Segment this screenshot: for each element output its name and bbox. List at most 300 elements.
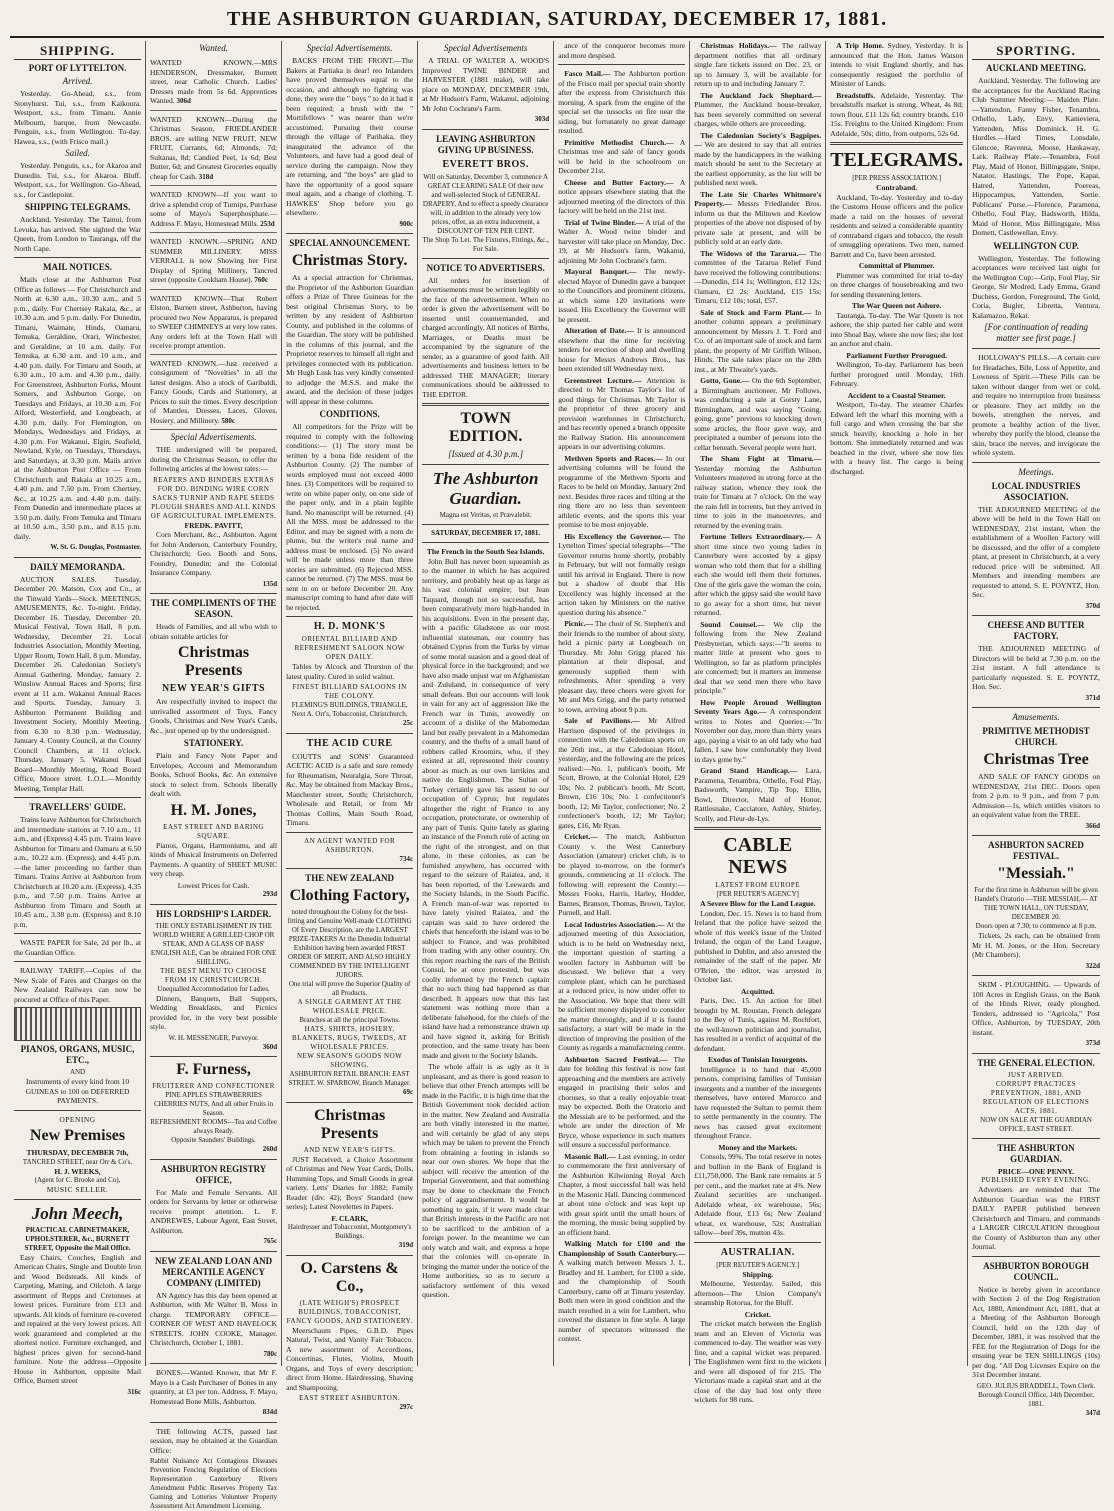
compliments-heading: THE COMPLIMENTS OF THE SEASON.: [150, 598, 277, 619]
news-paragraph: [558, 454, 685, 530]
special-ads-heading-3: Special Advertisements.: [306, 43, 393, 53]
news-paragraph-text: The Ashburton portion of the Frisco mail per special train shortly after the express from Christchurch this morning. A spark from the engine of the special set the tussocks on fire near the siding, but fortunately no great damage resulted.: [558, 69, 686, 135]
news-paragraph-lead: Picnic.—: [564, 619, 594, 628]
issued-time: [Issued at 4.30 p.m.]: [448, 449, 524, 459]
news-paragraph: [830, 91, 963, 139]
borough-ref: 347d: [1085, 1408, 1100, 1417]
news-paragraph-text: We clip the following from the New Zealand Presbyterian, which says:—"It seems to matter little at present who goes to Wellington, so far as platform principles are concerned; but it matters an immense deal that we send men there who have principle.": [694, 619, 822, 695]
pmc-heading: PRIMITIVE METHODIST CHURCH.: [982, 726, 1090, 747]
parliament-heading: Parliament Further Prorogued.: [846, 350, 947, 360]
stationery-text: Plain and Fancy Note Paper and Envelopes, Account and Memorandum Books, School Books, &c. An extensive stock to select from. Schools liberally dealt with.: [150, 751, 278, 798]
news-paragraph-lead: Grand Stand Handicap.—: [700, 766, 798, 775]
news-paragraph: [558, 178, 685, 216]
clark-ref: 319d: [398, 1241, 414, 1249]
australian-agency: [PER REUTER'S AGENCY.]: [716, 1260, 800, 1269]
clothing-price: One trial will prove the Superior Quality of all Products.: [288, 980, 411, 997]
money-heading: Money and the Markets.: [718, 1142, 798, 1152]
plummer-heading: Committal of Plummer.: [858, 261, 935, 270]
meech-text: Easy Chairs, Couches, English and American Chairs, Single and Double Iron and Wood Bedsteads. All kinds of Carpeting, Matting, and Oilcloth. A large assortment of Repps and Cretonnes at lowest prices. Furniture from £13 and upwards. All kinds of furniture re-covered and repaired at the very lowest prices. All work guaranteed and completed at the shortest notice. Furniture exchanged, and highest prices given for second-hand furniture. Note the address—Opposite House in Ashburton, opposite Mail Office, Burnett street: [14, 1252, 142, 1385]
carstens-ref: 297c: [399, 1403, 414, 1411]
meech-trade: PRACTICAL CABINETMAKER, UPHOLSTERER, &c., BURNETT STREET, Opposite the Mail Office.: [24, 1225, 131, 1252]
shipping-telegrams-heading: SHIPPING TELEGRAMS.: [24, 202, 131, 212]
news-paragraph-text: In our advertising columns will be found the programme of the Methven Sports and Races to be held on Monday, January 2nd next. Besides three races and tilting at the ring there are no less than seventeen athletic events, and the sports this year promise to be most enjoyable.: [558, 453, 686, 529]
town-edition: TOWN EDITION.: [448, 410, 523, 445]
larder-dinners: Dinners, Banquets, Ball Suppers, Wedding Breakfasts, and Picnics provided for, in the very best possible style.: [150, 993, 278, 1031]
acquitted-text: Paris, Dec. 15. An action for libel brought by M. Roustan, French delegate to the Bey of Tunis, against M. Rochfort, the well-known politician and journalist, has resulted in a verdict of acquittal of the defendant.: [694, 996, 822, 1053]
news-paragraph: [694, 532, 821, 618]
new-years-gifts: NEW YEAR'S GIFTS: [162, 683, 266, 694]
wanted-ad-3: WANTED KNOWN—If you want to drive a splendid crop of Turnips, Purchase some of Mayo's Superphosphate.—Address F. Mayo, Homestead Mills. 253d: [150, 188, 277, 233]
leader-text-2: The whole affair is as ugly as it is unpleasant, and as there is good reason to believe that other French attempts will be made in the Pacific, it is high time that the British Government took decided action in the matter. New Zealand and Australia are both vitally interested in the matter, and will certainly be glad of any steps which may be taken to prevent the French from obtaining a footing in islands so near our own shores. We hope that the subject will receive the attention of the Imperial Government, and that something may be done to checkmate the French policy of aggrandisement. It would be something to gain, if it were made clear that British interests in the Pacific are not to be sacrificed to the ambition of a foreign power. In the meantime we can only watch and wait, and express a hope that the colonies will co-operate in bringing the matter under the notice of the Home authorities, so as to secure a satisfactory settlement of this vexed question.: [422, 1062, 550, 1299]
news-paragraph: [694, 698, 821, 765]
news-paragraph-lead: Greenstreet Lecture.—: [564, 375, 642, 385]
christmas-presents-title-2: Christmas Presents: [314, 1106, 386, 1142]
new-premises-title: New Premises: [29, 1127, 126, 1144]
election-sub: JUST ARRIVED.: [1007, 1070, 1065, 1079]
news-paragraph: [694, 190, 821, 247]
news-paragraph-text: Lara, Paramena, Tenambra, Othello, Foul Play, Badsworth, Vampire, Tip Top, Ellin, Bowl, Director, Maid of Honor, Rattlesnake, Cacciatore, Ashley, Shirley, Scolly, and Fleur-de-Lys.: [694, 766, 822, 823]
news-paragraph-text: A walking match between Messrs J. L. Bradley and H. Lambert, for £100 a side, and the championship of South Canterbury, came off at Timaru yesterday. Both men were in good condition and the match resulted in a win for Lambert, who covered the distance in fine style. A large number of spectators witnessed the contest.: [558, 1258, 686, 1343]
news-paragraph-lead: Sale of Pavilions.—: [564, 716, 640, 725]
parliament-text: Wellington, To-day. Parliament has been further prorogued until Monday, 16th February.: [830, 360, 964, 388]
pavitt-ref: 135d: [262, 579, 278, 588]
nz-loan-heading: NEW ZEALAND LOAN AND MERCANTILE AGENCY COMPANY (LIMITED): [155, 1255, 273, 1288]
news-paragraph-lead: The Late Sir Charles Whitmore's Property.—: [694, 189, 822, 208]
news-paragraph-text: The committee of the Tararua Relief Fund have received the following contributions:—Dunedin, £14 1s; Wellington, £12 12s; Oamaru, £2 2s; Auckland, £15 15s; Timaru, £12 10s; total, £57.: [694, 248, 822, 305]
trial-notice: A TRIAL OF WALTER A. WOOD'S Improved TWINE BINDER and HARVESTER (1881 make), will take place on MONDAY, DECEMBER 19th, at Mr Hudson's Farm, Wakanui, adjoining Mr John Cochrane's Farm.: [422, 56, 550, 113]
branches: Branches at all the principal Towns.: [299, 1016, 400, 1024]
news-paragraph-lead: Cricket.—: [564, 832, 598, 841]
paper-title: The Ashburton Guardian.: [432, 469, 539, 508]
auckland-meeting-text: Auckland, Yesterday. The following are the acceptances for the Auckland Racing Club Summer Meeting:— Maiden Plate.—Yattendon, Fanny Fisher, Tenambra, Othello, Lady, Envy, Kanieviera, Yattenden, Miss Dominick. H. G. Hurdles.—Hard Times, Lonsdale, Glencoe, Ravenna, Moose, Hankaway, Lark. Railway Plate.—Tenambra, Foul Play, Maid of Honor, Billingsgate, Snipe, Natator, Hastings, The Pope, Kapai, Hatred, Yattenden, Poereas, Hippocampus, Yattenden, Sortie. Publicans' Purse.—Florence, Paramena, Othello, Foul Play, Badsworth, Hilda, Maid of Honor, Miss Billingsgate, Miss Domett, Castlewellan, Envy.: [972, 76, 1100, 237]
news-paragraph: [694, 41, 821, 89]
piano-illustration: [14, 1007, 141, 1041]
special-ads-heading-4: Special Advertisements: [443, 43, 528, 53]
daily-memoranda-text: AUCTION SALES. Tuesday, December 20. Matson, Cox and Co., at the Tinwald Yards—Stock. MEETINGS, AMUSEMENTS, &c. To-night. Friday, December 16. Tuesday, December 20. Musical Festival, Town Hall, 8 p.m. Wednesday, December 21. Local Industries Association, Monthly Meeting, Upper Room, Town Hall, 8 p.m. Monday, December 26. Caledonian Society's Annual Gathering. Monday, January 2. Winslow Annual Races and Sports; first event at 11 a.m. Wakanui Annual Races and Sports. Tuesday, January 3. Ashburton Permanent Building and Investment Society, Monthly Meeting, from 6.30 to 8.30 p.m. Wednesday, January 4. County Council, at the County Council Chambers, at 11 o'clock. Thursday, January 5. Wakanui Road Board—Monthly Meeting, Road Board Office, Moore street. L.O.L.—Monthly Meeting, Templar Hall.: [14, 574, 142, 793]
wanted-ad-6: WANTED KNOWN.—Just received a consignment of "Novelties" in all the latest designs. Also a stock of Garibaldi, Fancy Goods, Cards and Stationery, at Prices to suit the times. Every description of Mantles, Dresses, Laces, Gloves, Hosiery, and Millinery. 580c: [150, 357, 277, 431]
arrived-text: Yesterday. Go-Ahead, s.s., from Stonyhurst. Tui, s.s., from Kaikoura. Westport, s.s., from Timaru. Annie Melbourn, barque, from Newcastle. Penguin, s.s., from Wellington. To-day. Hawea, s.s., (with Frisco mail.): [14, 89, 142, 146]
furness-name: F. Furness,: [176, 1061, 251, 1078]
conditions-heading: CONDITIONS.: [319, 409, 380, 419]
news-paragraph-lead: Methven Sports and Races.—: [564, 453, 663, 463]
news-paragraph-text: Last evening, in order to commemorate the first anniversary of the Ashburton Kilwinning Royal Arch Chapter, a most successful ball was held in the Masonic Hall. Dancing commenced at about nine o'clock and was kept up with great spirit until the small hours of the morning, the music being supplied by an efficient band.: [558, 1151, 686, 1237]
warqueen-text: Tauranga, To-day. The War Queen is not ashore; the ship parted her cable and went into Shoal Bay, where she now lies; she lost an anchor and chain.: [830, 310, 964, 348]
christmas-tree-title: Christmas Tree: [983, 751, 1089, 768]
news-paragraph: [694, 308, 821, 375]
notice-advertisers-text: All orders for insertion of advertisements must be written legibly on the face of the advertisement. When no order is given the advertisement will be inserted until countermanded, and charged accordingly. All notices of Births, Marriages, or Deaths must be accompanied by the signature of the sender, as a guarantee of good faith. All advertisements and business letters to be addressed THE MANAGER; literary communications should be addressed to THE EDITOR.: [422, 275, 550, 399]
news-paragraph: [558, 716, 685, 830]
monk-finest: FINEST BILLIARD SALOONS IN THE COLONY.: [292, 683, 407, 700]
news-paragraph-lead: Local Industries Association.—: [564, 919, 665, 929]
messiah-title: "Messiah.": [997, 865, 1075, 882]
borough-sig: GEO. JULIUS BRADDELL, Town Clerk. Borough Council Office, 14th December, 1881.: [976, 1381, 1096, 1408]
guardian-price: PRICE—ONE PENNY.: [998, 1166, 1075, 1176]
cable-agency: [PER REUTER'S AGENCY]: [716, 890, 799, 898]
single-garment: A SINGLE GARMENT AT THE WHOLESALE PRICE.: [297, 998, 402, 1015]
arrived-heading: Arrived.: [62, 76, 93, 86]
special-ads-heading: Special Advertisements.: [170, 432, 257, 442]
column-5: [554, 41, 690, 1366]
telegrams-agency: [PER PRESS ASSOCIATION.]: [852, 174, 942, 182]
wanted-ad-2: WANTED KNOWN—During the Christmas Season, FRIEDLANDER BROS. are selling NEW FRUIT, NEW FRUIT, Currants, 6d; Almonds, 7d; Sultanas, 8d; Candied Peel, 1s 6d; Best Butter, 6d; and Greatest Groceries equally cheap for Cash. 318d: [150, 113, 277, 187]
mail-notices-heading: MAIL NOTICES.: [43, 262, 113, 272]
news-paragraph: [558, 619, 685, 714]
news-paragraph-lead: Alteration of Date.—: [564, 326, 634, 335]
festival-heading: ASHBURTON SACRED FESTIVAL.: [988, 840, 1084, 861]
messiah-ref: 322d: [1085, 961, 1100, 970]
amusements-heading: Amusements.: [1012, 712, 1060, 722]
everett-text: Will on Saturday, December 3, commence A GREAT CLEARING SALE Of their new and well-selected Stock of GENERAL DRAPERY, And to effect a speedy clearance will, in addition to the already very low prices, offer, as an extra inducement, a DISCOUNT OF TEN PER CENT.: [422, 172, 549, 235]
skim-ploughing: SKIM - PLOUGHING. — Upwards of 100 Acres in English Grass, on the Bank of the Hinds River, ready ploughed. Tenders, addressed to "Agricola," Post Office, Ashburton, by TUESDAY, 20th instant.: [972, 980, 1100, 1037]
monk-text: Tables by Alcock and Thurston of the latest quality. Cured in solid walnut.: [286, 662, 414, 681]
news-paragraph-lead: Trial of Twine Binder.—: [564, 217, 644, 227]
lia-ref: 370d: [1085, 601, 1100, 610]
news-paragraph-lead: The Widows of the Tararua.—: [700, 248, 806, 258]
sailed-heading: Sailed.: [65, 148, 90, 158]
news-paragraph-lead: Primitive Methodist Church.—: [564, 137, 674, 147]
pavitt-text: THE undersigned will be prepared, during the Christmas Season, to offer the following articles at the lowest rates:—: [150, 445, 278, 473]
masthead: THE ASHBURTON GUARDIAN, SATURDAY, DECEMBER 17, 1881.: [10, 8, 1104, 38]
new-years-gifts-2: AND NEW YEAR'S GIFTS.: [303, 1145, 396, 1154]
news-paragraph-text: Mr Alfred Harrison disposed of the privileges in connection with the Caledonian sports on the 26th inst., at the Caledonian Hotel, yesterday, and the following are the prices realised:—No. 1, publican's booth, Mr Scott, Brown, at the Colonial Hotel, £29 10s; No. 2 publican's booth, Mr Scott, Brown, £16 10s; No. 1 confectioner's booth, 12; Mr Taylor, confectioner; No. 2 confectioner's booth, 12; Mr Taylor; gates, £16, Mr Ryan.: [558, 716, 686, 830]
news-paragraph-text: The Lyttelton Times' special telegraphs—"The Governor returns home shortly, probably in February, but will not formally resign until his arrival in England. There is now but a shadow of doubt that His Excellency was highly incensed at the action taken by Ministers on the native question during his absence.": [558, 531, 686, 617]
paper-motto: Magna est Veritas, et Prævalebit.: [439, 511, 532, 519]
news-paragraph-text: Adelaide, Yesterday. The breadstuffs market is strong. Wheat, 4s 8d; town flour, £11 12s 6d; country brands, £10 15s. Freights to the United Kingdom: From Adelaide, 50s; ditto, from outports, 52s 6d.: [830, 90, 964, 138]
news-paragraph-text: A Christmas tree and sale of fancy goods will be held in the schoolroom on December 21st.: [558, 137, 686, 175]
notice-advertisers-heading: NOTICE TO ADVERTISERS.: [426, 262, 545, 273]
acquitted-heading: Acquitted.: [740, 986, 775, 996]
new-season: NEW SEASON'S GOODS NOW SHOWING.: [296, 1052, 403, 1069]
column-2: [146, 41, 282, 1510]
compliments-text: Heads of Families, and all who wish to obtain suitable articles for: [150, 622, 278, 641]
cable-story-heading: A Severe Blow for the Land League.: [700, 899, 816, 908]
warqueen-heading: The War Queen not Ashore.: [851, 301, 942, 310]
retail-ref: 69c: [403, 1088, 414, 1096]
pianos-text: Instruments of every kind from 10 GUINEAS to 100 on DEFERRED PAYMENTS.: [25, 1077, 130, 1105]
auckland-meeting-heading: AUCKLAND MEETING.: [986, 63, 1087, 73]
pavitt-name: FREDK. PAVITT,: [184, 520, 243, 530]
news-paragraph-lead: Sale of Stock and Farm Plant.—: [700, 307, 812, 317]
exodus-heading: Exodus of Tunisian Insurgents.: [708, 1055, 808, 1064]
christmas-story-title: Christmas Story.: [291, 252, 408, 269]
news-paragraph-text: In another column appears a preliminary announcement by Messrs J. T. Ford and Co. of an important sale of stock and farm plant, the property of Mr Griffith Wilson, Hinds. The sale takes place on the 28th inst., at Mr Thwaite's yards.: [694, 307, 822, 374]
messiah-tickets: Tickets, 2s each, can be obtained from Mr H. M. Jones, or the Hon. Secretary (Mr Chambers).: [972, 931, 1100, 959]
monk-addr: FLEMING'S BUILDINGS, TRIANGLE, Next A. Orr's, Tobacconist, Christchurch.: [291, 701, 408, 718]
continuation-note: [For continuation of reading matter see first page.]: [984, 322, 1088, 343]
everett-name: EVERETT BROS.: [442, 158, 529, 170]
carstens-sub: (LATE WEIGH'S) PROSPECT BUILDINGS, TOBACCONIST, FANCY GOODS, AND STATIONERY.: [286, 1298, 413, 1325]
news-paragraph-lead: The Caledonian Society's Bagpipes.—: [694, 130, 822, 149]
news-paragraph: [694, 620, 821, 696]
aus-shipping-heading: Shipping.: [742, 1269, 774, 1279]
lia-heading: LOCAL INDUSTRIES ASSOCIATION.: [991, 480, 1081, 502]
opening-place: TANCRED STREET, near Orr & Co's.: [22, 1157, 133, 1166]
column-3: [282, 41, 418, 1411]
news-paragraph-text: Yesterday morning the Ashburton Volunteers mustered in strong force at the railway station, whence they took the train for Timaru at 7 o'clock. On the way the rain fell in torrents, but they arrived in time to join in the manoeuvres, and returned by the evening train.: [694, 463, 822, 530]
wanted-heading: Wanted.: [199, 43, 229, 53]
news-paragraph-lead: Cheese and Butter Factory.—: [564, 177, 674, 187]
money-text: Consols, 99⅝. The total reserve in notes and bullion in the Bank of England is £11,750,000. The Bank rate remains at 5 per cent., and the market rate at 4⅜. New Zealand securities are unchanged. Adelaide wheat, ex warehouse, 56s; Adelaide flour, £13 6s; New Zealand wheat, ex warehouse, 52s; Australian tallow—beef 39s, mutton 43s.: [694, 1152, 822, 1237]
agent-wanted: AN AGENT WANTED FOR ASHBURTON.: [304, 836, 396, 854]
local-news-list-2: [694, 41, 821, 823]
opening-label: OPENING: [59, 1114, 96, 1124]
stationery-heading: STATIONERY.: [183, 738, 244, 748]
mail-notices-text: Mails close at the Ashburton Post Office as follows — For Christchurch and North at 6.30 a.m., 10.30 a.m., and 5 p.m., daily. For Chertsey Rakaia, &c., at 10.30 a.m. and 5 p.m. daily. For Dunedin, Timaru, Waimate, Hinds, Oamaru, Temuka, Geraldine, Orari, Winchester, and Geraldine, at 10 a.m. daily. For Temuka, at 6.30 a.m. and 10 a.m., and 4.40 p.m. daily. For Timaru and South, at 6.30 a.m., 10 a.m. and 4.30 p.m., daily. For Greenstreet, Ashburton Forks, Mount Somers, and Ashburton Gorge, on Tuesdays and Fridays, at 10.30 a.m. For Alford, Westerfield, and Longbeach, at 4.30 p.m. daily. For Flemington, on Mondays, Wednesdays and Fridays, at 4.30 p.m. For Wakanui, Elgin, Seafield, Newland, Kyle, on Tuesdays, Thursdays, and Saturdays, at 3.30 p.m. Mails arrive at the Ashburton Post Office — From Christchurch and Rakaia at 10.25 a.m., 4.40 p.m. and 7.50 p.m. From Chertsey, &c., at 10.25 a.m. and 4.40 p.m. daily. From Dunedin and intermediate places at 3.50 p.m. daily. From Temuka and Timaru at 10.50 a.m., 3.50 p.m., and 8.15 p.m. daily.: [14, 275, 142, 541]
conditions-text: All competitors for the Prize will be required to comply with the following conditions:— (1) The story must be written by a bona fide resident of the Ashburton County. (2) The number of words employed must not exceed 4000 lines. (3) Competitors will be required to write on white paper only, on one side of the paper only, and in a plain legible hand. No manuscript will be returned. (4) All the MSS. must be addressed to the Editor, and may be signed with a nom de plume, but the writer's real name and address must be enclosed. (5) No award will be made unless more than three stories are submitted. (6) Rejected MSS. cannot be returned. (7) The MSS. must be sent in on or before December 20. Any manuscript coming to hand after date will be rejected.: [286, 422, 414, 612]
news-paragraph-lead: Fasco Mail.—: [564, 69, 611, 78]
nz-loan-ref: 780c: [263, 1349, 278, 1358]
news-paragraph-text: A correspondent writes to Notes and Queries:—"In November our day, more than thirty years ago, paying a visit to an old lady who had fallen, I saw how comfortably they lived in days gone by.": [694, 707, 822, 764]
carstens-addr: EAST STREET ASHBURTON.: [299, 1394, 401, 1402]
news-paragraph-text: A short time since two young ladies in Canterbury were accosted by a gipsy woman who told them that for a shilling each she would tell them their fortunes. One of the girls gave the woman the coin, after which the gipsy said she would have to go away for a short time, but never returned.: [694, 532, 822, 617]
news-paragraph-lead: Christmas Holidays.—: [700, 41, 777, 50]
corrupt-practices: CORRUPT PRACTICES PREVENTION, 1881, AND REGULATION OF ELECTIONS ACTS, 1881.: [982, 1079, 1090, 1115]
news-paragraph-text: The newly-elected Mayor of Dunedin gave a banquet to the Councillors and prominent citizens, at which some 120 invitations were issued. His Excellency the Governor will be present.: [558, 267, 686, 324]
retail-branch: ASHBURTON RETAIL BRANCH: EAST STREET. W. SPARROW, Branch Manager.: [288, 1070, 411, 1087]
news-paragraph: [694, 454, 821, 530]
backs-notice: BACKS FROM THE FRONT.—The Bakers at Partiaka is dear! reo Inlanders have proved themselves equal to the occasion, and although no fighting was done, they were the " boys " to do it had it been required; a brush with the " Mortifellows " was nearer than we're accustomed. Pursuing their course through the village of Parihaka, they inaugurated the advance of the Volunteers, and have had a good deal of service during the campaign. Now they are returning, and "the boys" are glad to have the opportunity of a good square meal again, and a change of clothing. T. HAWKES' Shop before you go elsewhere.: [286, 56, 414, 217]
news-paragraph: [694, 249, 821, 306]
jones-addr: EAST STREET AND BARING SQUARE.: [163, 822, 264, 840]
borough-heading: ASHBURTON BOROUGH COUNCIL.: [983, 1260, 1089, 1282]
news-paragraph-text: We are desired to say that all entries made by the handicappers in the walking match should be sent to the Secretary at the earliest opportunity, as the list will be published next week.: [694, 140, 822, 187]
furness-opp: Opposite Saunders' Buildings.: [171, 1136, 256, 1144]
news-paragraph-text: It is announced elsewhere that the time for receiving tenders for erection of shop and dwelling house for Messrs Andrews Bros., has been extended till Wednesday next.: [558, 326, 686, 373]
australian-heading: AUSTRALIAN.: [720, 1246, 795, 1258]
column-8: [968, 41, 1104, 1417]
news-paragraph: [558, 376, 685, 452]
everett-shop: The Shop To Let. The Fixtures, Fittings, &c., For Sale.: [422, 235, 549, 253]
larder-menu: THE BEST MENU TO CHOOSE FROM IN CHRISTCHURCH.: [160, 966, 267, 984]
news-paragraph: [558, 920, 685, 1053]
hats-list: HATS, SHIRTS, HOSIERY, BLANKETS, RUGS, TWEEDS, AT WHOLESALE PRICES.: [292, 1025, 408, 1051]
trial-ref: 303d: [534, 115, 550, 123]
registry-text: For Male and Female Servants. All orders for Servants by letter or otherwise receive prompt attention. L. F. ANDREWES, Labour Agent, East Street, Ashburton.: [150, 1187, 278, 1235]
christmas-presents-title: Christmas Presents: [178, 644, 250, 679]
leaving-heading: LEAVING ASHBURTON GIVING UP BUSINESS.: [436, 133, 536, 155]
jones-lowest: Lowest Prices for Cash.: [177, 880, 250, 890]
column-6: [690, 41, 826, 1404]
messiah-text: For the first time in Ashburton will be given Handel's Oratorio —THE MESSIAH,— AT THE TOWN HALL, ON TUESDAY, DECEMBER 20.: [974, 886, 1098, 921]
news-paragraph: [558, 69, 685, 136]
wanted-ad-4: WANTED KNOWN.—SPRING AND SUMMER MILLINERY. MISS VERRALL is now Showing her First Display of Spring Millinery, Tancred street (opposite Cookham House). 760c: [150, 235, 277, 290]
special-announcement-heading: SPECIAL ANNOUNCEMENT.: [289, 238, 411, 248]
cricket-heading: Cricket.: [744, 1309, 771, 1319]
travellers-guide-heading: TRAVELLERS' GUIDE.: [29, 802, 126, 812]
acid-cure-heading: THE ACID CURE: [306, 737, 393, 749]
news-paragraph-lead: Breadstuffs.: [836, 90, 876, 100]
shipping-heading: SHIPPING.: [14, 43, 141, 60]
news-paragraph-lead: Masonic Ball.—: [564, 1151, 616, 1161]
news-paragraph-lead: Walking Match for £100 and the Championship of South Canterbury.—: [558, 1239, 686, 1258]
corrupt-sale: NOW ON SALE AT THE GUARDIAN OFFICE, EAST STREET.: [980, 1115, 1092, 1133]
aus-news-list: [830, 41, 963, 138]
meetings-heading: Meetings.: [1018, 466, 1054, 477]
skim-ref: 373d: [1085, 1039, 1100, 1047]
clark-text: JUST Received, a Choice Assortment of Christmas and New Year Cards, Dolls, Humming Tops, and Small Goods in great variety. Letts' Diaries for 1882; Family Reader (div. 42); Boys' Standard (new series); Latest Novelettes in Papers.: [286, 1154, 414, 1211]
jones-name: H. M. Jones,: [170, 801, 257, 819]
sailed-text: Yesterday. Penguin, s.s., for Akaroa and Dunedin. Tui, s.s., for Akaroa. Bluff. Westport, s.s., for Wellington. Go-Ahead, s.s., for Castlepoint.: [14, 161, 142, 199]
news-paragraph-text: A trial of the Walter A. Wood twine binder and harvester will take place on Monday, Dec. 19, at Mr Hudson's farm, Wakanui, adjoining Mr John Cochrane's farm.: [558, 217, 686, 265]
news-paragraph: [558, 1055, 685, 1150]
news-paragraph-text: Plummer, the Auckland house-breaker, has been severely committed on several charges, while others are proceeding.: [694, 100, 822, 128]
acts-notice: THE following ACTS, passed last session, may be obtained at the Guardian Office:: [150, 1426, 278, 1455]
wellington-cup-heading: WELLINGTON CUP.: [993, 240, 1079, 251]
news-paragraph-text: Sydney, Yesterday. It is announced that the Hon. James Watson intends to visit England shortly, and has consequently resigned the portfolio of Minister of Lands.: [830, 41, 964, 88]
bones-notice: BONES.—Wanted Known, that Mr F. Mayo is a Cash Purchaser of Bones in any quantity, at £3 per ton. Address, F. Mayo, Homestead Bone Mills, Ashburton.: [150, 1368, 278, 1406]
furness-ref: 260d: [262, 1145, 278, 1153]
holloway-ad: HOLLOWAY'S PILLS.—A certain cure for Headaches, Bile, Loss of Appetite, and Lowness of Spirit.—These Pills can be taken without danger from wet or cold, and require no interruption from business or pleasure. They act mildly on the bowels, strengthen the nerves, and promote a healthy action of the liver, whereby they purify the blood, cleanse the skin, brace the nerves, and invigorate the whole system.: [972, 353, 1100, 457]
news-paragraph: [558, 532, 685, 618]
news-paragraph-lead: His Excellency the Governor.—: [564, 531, 671, 541]
news-paragraph-lead: A Trip Home.: [836, 41, 884, 50]
news-paragraph: [558, 218, 685, 266]
borough-text: Notice is hereby given in accordance with Section 2 of the Dog Registration Act, 1880, Amendment Act, 1881, that at a Meeting of the Ashburton Borough Council, held on the 12th day of December, 1881, it was resolved that the FEE for the Registration of Dogs for the ensuing year be TEN SHILLINGS (10s) per dog. "All Dog Licenses Expire on the 31st December instant.: [972, 1284, 1100, 1379]
travellers-guide-text: Trains leave Ashburton for Christchurch and intermediate stations at 7.10 a.m., 11 a.m., and (Express) 4.45 p.m. Trains leave Ashburton for Timaru and Oamaru at 6.50 a.m., 10.22 a.m. (Express), and 4.45 p.m.—the latter proceeding no farther than Timaru. Trains Arrive at Ashburton from Christchurch at 10.20 a.m. (Express), 4.35 p.m., and 7.50 p.m. Trains Arrive at Ashburton from Timaru and South at 10.45 a.m., 3.38 p.m. (Express) and 8.10 p.m.: [14, 815, 142, 929]
news-paragraph-text: The choir of St. Stephen's and their friends to the number of about sixty, held a picnic party at Longbeach on Thursday. Mr John Grigg placed his plantation at their disposal, and generously supplied them with refreshments. After spending a very pleasant day, three cheers were given for Mr and Mrs Grigg, and the party returned to town, arriving about 9 p.m.: [558, 619, 686, 714]
cable-news-heading: CABLE NEWS: [723, 834, 793, 878]
agent-ref: 734c: [399, 854, 414, 863]
port-heading: PORT OF LYTTELTON.: [28, 63, 127, 73]
news-paragraph-lead: The Auckland Jack Shephard.—: [700, 90, 822, 100]
monk-heading: H. D. MONK'S: [313, 621, 386, 632]
news-paragraph-lead: How People Around Wellington Seventy Years Ago.—: [694, 697, 822, 716]
postmaster: W. St. G. Douglas, Postmaster.: [50, 543, 142, 551]
news-paragraph: [558, 267, 685, 324]
wanted-ad-1: WANTED KNOWN.—MRS HENDERSON, Dressmaker, Burnett street, near Catholic Church. Ladies' Dresses made from 5s 6d. Apprentices Wanted. 306d: [150, 56, 277, 111]
nz-clothing-heading: THE NEW ZEALAND: [305, 873, 395, 883]
christmas-story-text: As a special attraction for Christmas, the Proprietor of the Ashburton Guardian offers a Prize of Three Guineas for the best original Christmas Story, to be written by any resident of Ashburton County, and published in the columns of the Guardian. The story will be published in the columns of this journal, and the Proprietor reserves to himself all right and privileges connected with its publication. Mr Hugh Lusk has very kindly consented to adjudge the M.S.S. and make the award, and the decision of these judges will appear in these columns.: [286, 273, 414, 406]
pianos-and: AND: [69, 1068, 86, 1076]
registry-ref: 765c: [263, 1237, 278, 1245]
pavitt-addr: Corn Merchant, &c., Ashburton. Agent for John Anderson, Canterbury Foundry, Christchurch; Geo. Booth and Sons, Foundry, Dunedin; and the Colonial Insurance Company.: [150, 530, 278, 577]
news-paragraph-lead: The Sham Fight at Timaru.—: [700, 454, 822, 463]
news-paragraph: [830, 41, 963, 89]
shipping-telegrams-text: Auckland, Yesterday. The Tainui, from Levuka, has arrived. She sighted the War Queen, from London to Tauranga, off the North Cape.: [14, 215, 142, 253]
larder-unequalled: Unequalled Accommodation for Ladies.: [157, 984, 270, 993]
leader-continuation: ance of the conqueror becomes more and more despised.: [558, 41, 686, 60]
monk-sub: ORIENTAL BILLIARD AND REFRESHMENT SALOON NOW OPEN DAILY.: [294, 635, 405, 661]
cheese-text: THE ADJOURNED MEETING of Directors will be held at 7.30 p.m. on the 21st instant. A full attendance is particularly requested. S. E. POYNTZ, Hon. Sec.: [972, 644, 1100, 691]
acid-cure-text: COUTTS and SONS' Guaranteed ACETIC ACID is a safe and sure remedy for Rheumatism, Neuralgia, Sore Throat, &c. May be obtained from Mackay Bros., Manchester street, South; Christchurch, Wholesale and Retail, or from Mr Thomas Collins, Main South Road, Timaru.: [286, 751, 414, 827]
news-paragraph-text: A notice appears elsewhere stating that the adjourned meeting of the directors of this factory will be held on the 21st inst.: [558, 177, 686, 215]
railway-tariff-notice: RAILWAY TARIFF.—Copies of the New Scale of Fares and Charges on the New Zealand Railways can now be procured at Office of this Paper.: [14, 966, 142, 1004]
news-paragraph-lead: Sound Counsel.—: [700, 619, 765, 629]
wanted-ad-5: WANTED KNOWN—That Robert Elston, Burnett street, Ashburton, having procured two New Apparatus, is prepared to SWEEP CHIMNEYS at very low rates. Any orders left at the Town Hall will receive prompt attention.: [150, 292, 277, 355]
cricket-text: The cricket match between the English team and an Eleven of Victoria was commenced to-day. The weather was very fine, and a capital wicket was prepared. The Englishmen went first to the wickets and were all disposed of for 215. The Victorians made a capital start and at the close of the day had lost only three wickets for 98 runs.: [694, 1319, 822, 1404]
local-news-list: [558, 69, 685, 1344]
plummer-text: Plummer was committed for trial to-day on three charges of housebreaking and two for sending threatening letters.: [830, 270, 964, 299]
guardian-heading: THE ASHBURTON GUARDIAN.: [997, 1142, 1075, 1164]
clothing-factory-title: Clothing Factory,: [289, 887, 410, 904]
contraband-text: Auckland, To-day. Yesterday and to-day the Customs House officers and the police made a raid on the houses of several residents and seized a considerable quantity of contraband cigars and tobacco, the result of smuggling operations. Two men, named Barrett and Co, have been arrested.: [830, 192, 964, 259]
furness-trade: FRUITERER AND CONFECTIONER: [152, 1082, 275, 1090]
news-paragraph-lead: Gotto, Gone.—: [700, 376, 750, 385]
guardian-text: Advertisers are reminded that The Ashburton Guardian was the FIRST DAILY PAPER published between Christchurch and Timaru, and commands a LARGER CIRCULATION throughout the County of Ashburton than any other Journal.: [972, 1185, 1100, 1251]
leader-heading: The French in the South Sea Islands.: [426, 547, 545, 556]
news-paragraph: [694, 91, 821, 129]
monk-ref: 25c: [403, 719, 414, 727]
news-paragraph-lead: Fortune Tellers Extraordinary.—: [700, 532, 812, 541]
larder-text: THE ONLY ESTABLISHMENT IN THE WORLD WHERE A GRILLED CHOP OR STEAK, AND A GLASS OF BASS' ENGLISH ALE, Can be obtained FOR ONE SHILLING.: [150, 921, 277, 966]
column-4: [418, 41, 554, 1366]
nz-loan-text: AN Agency has this day been opened at Ashburton, with Mr Walter B. Moss in charge. TEMPORARY OFFICE— CORNER OF WEST AND HAVELOCK STREETS. JOHN COOKE, Manager. Christchurch, October 1, 1881.: [150, 1290, 278, 1347]
election-heading: THE GENERAL ELECTION.: [977, 1057, 1095, 1068]
news-paragraph-text: The match, Ashburton County v. the West Canterbury Association (amateur) cricket club, is to be played to-morrow, on the former's grounds, commencing at 11 o'clock. The following will represent the County:—Messrs Fooks, Harris, Harley, Hodder, Barnes, Branson, Thomas, Brown, Taylor, Purnell, and Hall.: [558, 832, 686, 917]
cheese-heading: CHEESE AND BUTTER FACTORY.: [987, 620, 1085, 641]
clark-name: F. CLARK,: [331, 1213, 368, 1223]
column-1: [10, 41, 146, 1396]
news-paragraph: [558, 326, 685, 374]
aus-shipping-text: Melbourne, Yesterday. Sailed, this afternoon—The Union Company's steamship Rotorua, for the Bluff.: [694, 1279, 822, 1307]
registry-heading: ASHBURTON REGISTRY OFFICE,: [160, 1163, 267, 1185]
meech-name: John Meech,: [31, 1203, 124, 1223]
messiah-doors: Doors open at 7.30; to commence at 8 p.m.: [975, 922, 1097, 930]
jones-ref: 293d: [262, 890, 278, 898]
news-paragraph-text: On the 6th September, a Birmingham auctioneer, Mr Follows, was conducting a sale at Gorsty Lane, Birmingham, and was saying "Going, going, gone" previous to knocking down some articles, the floor gave way, and precipitated a number of persons into the cellar beneath. Several people were hurt.: [694, 376, 822, 452]
bones-ref: 834d: [262, 1408, 278, 1416]
opening-date: THURSDAY, DECEMBER 7th,: [26, 1148, 129, 1157]
guardian-published: PUBLISHED EVERY EVENING.: [981, 1176, 1091, 1184]
furness-rooms: REFRESHMENT ROOMS—Tea and Coffee always Ready.: [150, 1118, 277, 1135]
pianos-heading: PIANOS, ORGANS, MUSIC, ETC.,: [20, 1044, 135, 1065]
sporting-heading: SPORTING.: [972, 43, 1100, 60]
news-paragraph-lead: Ashburton Sacred Festival.—: [564, 1054, 668, 1064]
cable-story-text: London, Dec. 15. News is to hand from Ireland that the police have seized the whole of this week's issue of the United Ireland, the organ of the Land League, published in Dublin, and also arrested the remainder of the staff of the paper. Mr O'Brien, the editor, was arrested in October last.: [694, 908, 822, 984]
paper-date: SATURDAY, DECEMBER 17, 1881.: [431, 529, 541, 537]
news-paragraph-text: The date for holding this festival is now fast approaching and the members are actively engaged in practising their solos and choruses, so that a really enjoyable treat may be expected. Both the Oratorio and the Messiah are to be performed, and the whole are under the direction of Mr Bryce, whose experience in such matters will ensure a successful performance.: [558, 1054, 686, 1149]
lia-text: THE ADJOURNED MEETING of the above will be held in the Town Hall on WEDNESDAY, 21st instant, when the establishment of a Woollen Factory will be discussed, and the offer of a complete plant, at present in Christchurch, at a very reduced price will be submitted. All Members and intending members are requested to attend. S. E. POYNTZ, Hon. Sec.: [972, 504, 1100, 599]
news-paragraph-text: Attention is directed to Mr Thomas Taylor's list of good things for Christmas. Mr Taylor is the proprietor of three grocery and provision warehouses in Christchurch, and has recently opened a branch opposite the Railway Station. His announcement appears in our advertising columns.: [558, 375, 686, 451]
carstens-name: O. Carstens & Co.,: [300, 1259, 399, 1295]
waste-paper-notice: WASTE PAPER for Sale, 2d per lb., at the Guardian Office.: [14, 938, 142, 957]
larder-heading: HIS LORDSHIP'S LARDER.: [156, 908, 271, 919]
exodus-text: Intelligence is to hand that 45,000 persons, comprising families of Tunisian insurgents and a number of the insurgents themselves, have entered Morocco and have requested the Sultan to permit them to settle permanently in the country. The news has caused great excitement throughout France.: [694, 1064, 822, 1140]
leader-text: John Bull has never been squeamish as to the manner in which he has acquired territory, and probably heat up as large as his vast colonial empire; but Jean Taquard, though not so successful, has been comparatively more high-handed in his acquisitions. Even in the present day, with a pacific Gladstone as our most influential statesman, our country has obtained Cyprus from the Turks by virtue of some moral suasion and a good deal of physical force in the background; and we have also made unjust war on Afghanistan and Zululand, in consequence of very small defeats. But our accounts will look in vain for any act of aggression like the French war in Tunis, avowedly on account of a dislike of the Mahomedan land but really prevalent in a Mahomedan country, and the thefts of a small band of robbers called Kroomirs, who, if they existed at all, represented their country about as much as our own larrikins and native do Englishmen. The Sultan of Turkey certainly gave his assent to our occupation of Cyprus; but regulates altogether the right of France to any occupation, protectorate, or ownership of any part of Tunis. Quite lately as glaring an instance of the French rule of acting on the right of the strongest, and on that alone, in these colonies, as can be furnished anywhere, has occurred with regard to the seizure of Raiatea, and, it has been reported, of the Leewards and the Society Islands, in the South Pacific. A French man-of-war was reported to have lately visited Raiatea, and the captain was said to have ordered the chiefs that henceforth the island was to be subject to France, and was prohibited from trading with any other country. On this report reaching the ears of the British Consul, he at once protested, but was coolly informed by the French captain that no such thing had happened as that described. It appears now that this last statement was nothing more than a deliberate falsehood, for the chiefs of the island have had a remonstrance drawn up and have signed it, asking for British protection, and the same treaty has been made and given to the Society Islands.: [422, 556, 550, 1060]
news-paragraph: [694, 766, 821, 823]
clark-trade: Hairdresser and Tobacconist, Montgomery's Buildings.: [287, 1223, 412, 1240]
meech-ref: 316c: [127, 1387, 142, 1396]
accident-heading: Accident to a Coastal Steamer.: [847, 390, 946, 400]
contraband-heading: Contraband.: [876, 183, 918, 192]
news-paragraph-text: Messrs Friedlander Bros. inform us that the Miltown and Keelow properties of the above not disposed of by private sale at present, and will be publicly sold at an early date.: [694, 199, 822, 246]
news-paragraph: [558, 138, 685, 176]
carstens-text: Meerschaum Pipes, G.B.D. Pipes Natural, Twist, and Vanity Fair Tobacco. A new assortment of Accordions, Concertinas, Flutes, Violins, Mouth Organs, and Toys of every description; direct from Home. Hairdressing, Shaving and Shampooing.: [286, 1325, 414, 1392]
news-paragraph-text: The railway department notifies that all ordinary single fare tickets issued on Dec. 23, or up to January 3, will be available for return up to and including January 7.: [694, 41, 822, 88]
column-7: [826, 41, 968, 1366]
columns: [10, 41, 1104, 1510]
furness-items: PINE APPLES STRAWBERRIES CHERRIES NUTS, And all other Fruits in Season.: [153, 1091, 274, 1117]
cable-news-sub: LATEST FROM EUROPE: [715, 881, 801, 889]
news-paragraph: [558, 1239, 685, 1344]
pavitt-items: REAPERS AND BINDERS EXTRAS FOR DO. BINDING WIRE CORN SACKS TURNIP AND RAPE SEEDS PLOUGH SHARES AND ALL KINDS OF AGRICULTURAL IMPLEMENTS.: [150, 475, 277, 520]
wellington-cup-text: Wellington, Yesterday. The following acceptances were received last night for the Wellington Cup:—Grip, Foul Play, Sir George, Sir Modred, Lady Emma, Grand Duchess, Gordon, Foreground, The Gold, Coria, Bugler, Libretta, Ventura, Kalamazoo, Rekai.: [972, 253, 1100, 320]
weeks-music: MUSIC SELLER.: [46, 1185, 109, 1194]
larder-ref: 360d: [262, 1042, 278, 1051]
news-paragraph-lead: Mayoral Banquet.—: [564, 267, 637, 276]
telegrams-heading: TELEGRAMS.: [830, 149, 964, 171]
christmas-tree-text: AND SALE OF FANCY GOODS on WEDNESDAY, 21st DEC. Doors open from 2 p.m. to 9 p.m., and from 7 p.m. Admission—1s, which entitles visitors to an equivalent value from the TREE.: [972, 772, 1100, 819]
news-paragraph: [694, 131, 821, 188]
daily-memoranda-heading: DAILY MEMORANDA.: [30, 561, 125, 572]
accident-text: Westport, To-day. The steamer Charles Edward left the wharf this morning with a full cargo and when crossing the bar she struck heavily, knocking a hole in her bottom. She immediately returned and was beached in the river, where she now lies with a heavy list. The cargo is being discharged.: [830, 400, 964, 476]
news-paragraph-text: At the adjourned meeting of this Association, which is to be held on Wednesday next, the important question of starting a woollen factory in Ashburton will be discussed. We believe that a very complete plant, which can be purchased at a reduced price, is now under offer to the Association. We hope that there will be sufficient money displayed to consider the matter thoroughly, and if it is found satisfactory, a start will be made in the direction of improving the position of the County as regards a manufacturing centre.: [558, 919, 686, 1052]
clothing-text: noted throughout the Colony for the best-fitting and Genuine Well-made CLOTHING Of Every Description, are the LARGEST PRIZE-TAKERS At the Dunedin Industrial Exhibition having been awarded FIRST ORDER OF MERIT, AND ALSO HIGHLY COMMENDED BY THE INTELLIGENT JURORS.: [287, 908, 412, 979]
gifts-text: Are respectfully invited to inspect the unrivalled assortment of Toys, Fancy Goods, Christmas and New Year's Cards, &c., just opened up by the undersigned.: [150, 697, 278, 735]
acts-list: Rabbit Nuisance Act Contagious Diseases Prevention Fencing Regulation of Elections Representation Canterbury Rivers Amendment Public Reserves Property Tax Gaming and Lotteries Volunteer Property Assessment Act Amendment Licensing.: [150, 1457, 278, 1510]
jones-text: Pianos, Organs, Harmoniums, and all kinds of Musical Instruments on Deferred Payments. A quantity of SHEET MUSIC very cheap.: [150, 840, 278, 878]
news-paragraph: [694, 376, 821, 452]
